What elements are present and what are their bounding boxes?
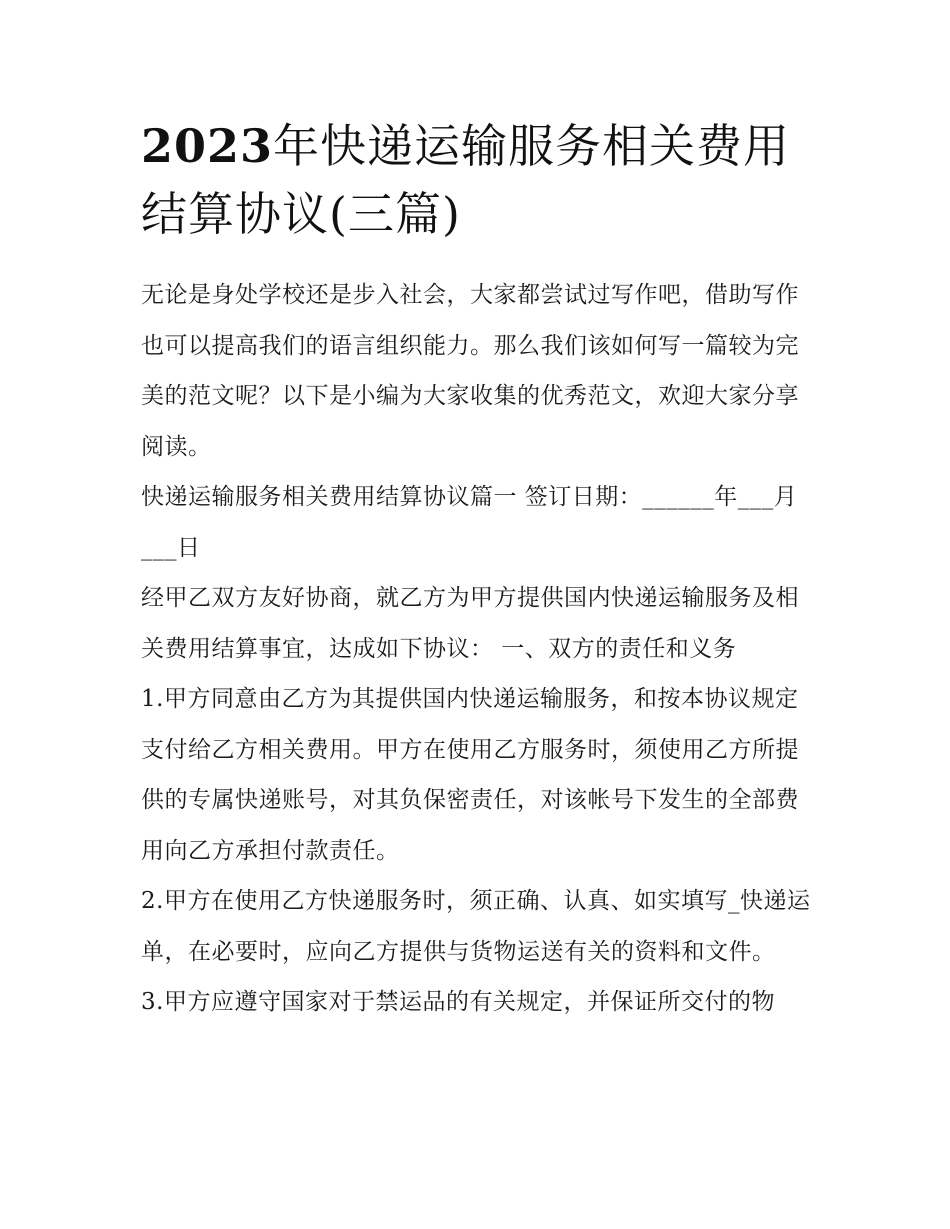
agreement-preamble-paragraph: 经甲乙双方友好协商，就乙方为甲方提供国内快递运输服务及相关费用结算事宜，达成如下协议： 一、双方的责任和义务: [141, 585, 799, 662]
clause-3-paragraph: 3.甲方应遵守国家对于禁运品的有关规定，并保证所交付的物: [141, 989, 775, 1015]
clause-2-paragraph: 2.甲方在使用乙方快递服务时，须正确、认真、如实填写_快递运单，在必要时，应向乙方提供与货物运送有关的资料和文件。: [141, 888, 811, 965]
section-heading-paragraph: 快递运输服务相关费用结算协议篇一 签订日期：______年___月___日: [141, 484, 798, 561]
intro-paragraph: 无论是身处学校还是步入社会，大家都尝试过写作吧，借助写作也可以提高我们的语言组织能力。那么我们该如何写一篇较为完美的范文呢？以下是小编为大家收集的优秀范文，欢迎大家分享阅读。: [141, 282, 799, 460]
title-text: 年快递运输服务相关费用结算协议(三篇): [141, 119, 791, 241]
clause-1-paragraph: 1.甲方同意由乙方为其提供国内快递运输服务，和按本协议规定支付给乙方相关费用。甲方在使用乙方服务时，须使用乙方所提供的专属快递账号，对其负保密责任，对该帐号下发生的全部费用向乙方承担付款责任。: [141, 686, 799, 864]
title-year: 2023: [141, 119, 274, 173]
document-body: [141, 270, 813, 1028]
document-page: [141, 112, 813, 1028]
document-title: [141, 112, 813, 248]
